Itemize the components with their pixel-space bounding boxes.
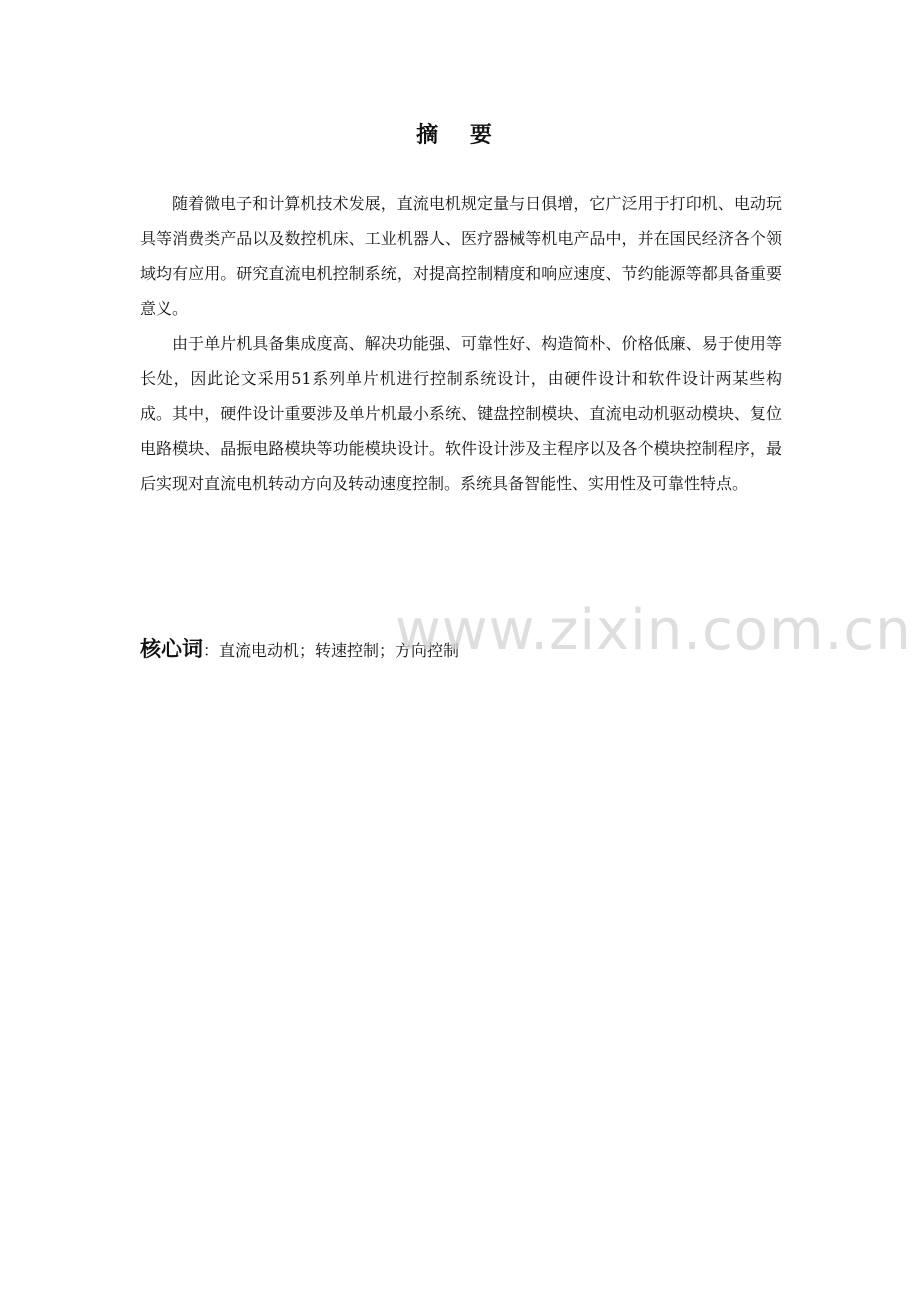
watermark: www.zixin.com.cn: [395, 598, 912, 663]
abstract-body: [140, 186, 782, 501]
keywords-separator: ：: [203, 641, 220, 660]
keywords-text: 直流电动机；转速控制；方向控制: [219, 641, 460, 660]
abstract-paragraph-1: 随着微电子和计算机技术发展，直流电机规定量与日俱增，它广泛用于打印机、电动玩具等消费类产品以及数控机床、工业机器人、医疗器械等机电产品中，并在国民经济各个领域均有应用。研究直流电机控制系统，对提高控制精度和响应速度、节约能源等都具备重要意义。: [140, 194, 782, 318]
keywords-line: [140, 632, 782, 668]
abstract-heading: 摘 要: [416, 123, 504, 148]
keywords-label: 核心词: [140, 637, 203, 661]
abstract-paragraph-2: 由于单片机具备集成度高、解决功能强、可靠性好、构造简朴、价格低廉、易于使用等长处，因此论文采用51系列单片机进行控制系统设计，由硬件设计和软件设计两某些构成。其中，硬件设计重要涉及单片机最小系统、键盘控制模块、直流电动机驱动模块、复位电路模块、晶振电路模块等功能模块设计。软件设计涉及主程序以及各个模块控制程序，最后实现对直流电机转动方向及转动速度控制。系统具备智能性、实用性及可靠性特点。: [140, 334, 782, 493]
